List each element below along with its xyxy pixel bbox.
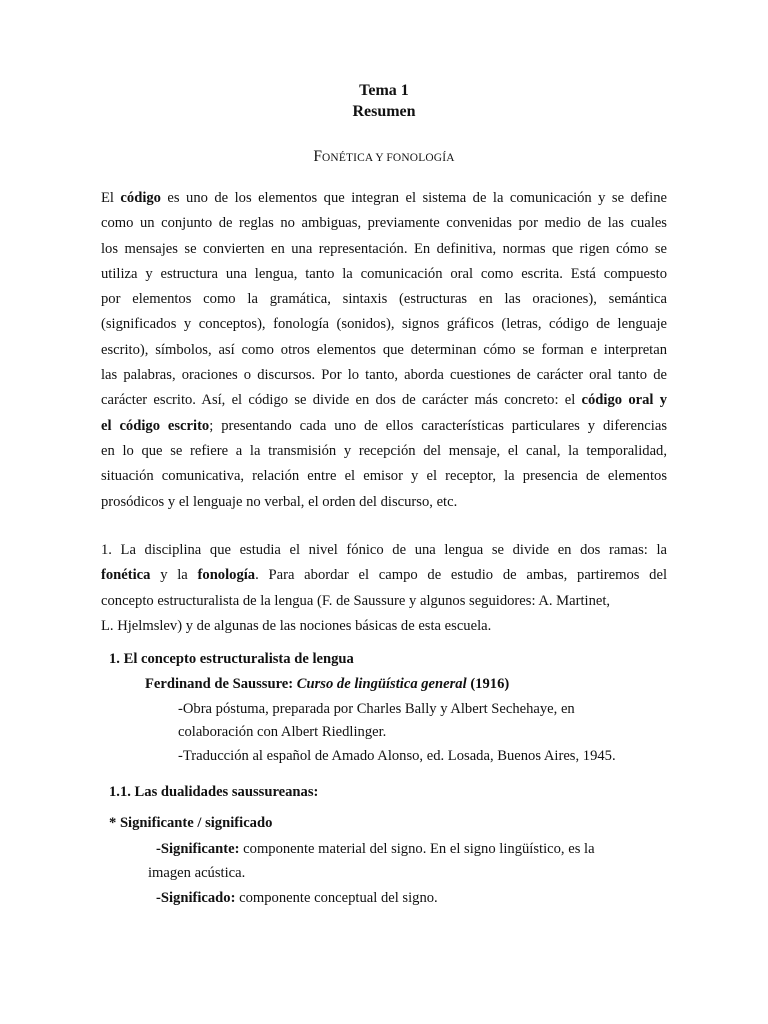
- significado-text: componente conceptual del signo.: [235, 890, 438, 906]
- paragraph-line: [101, 439, 667, 464]
- text-run: como un conjunto de reglas no ambiguas, previamente convenidas por medio de las cuales: [101, 215, 667, 232]
- section-heading: [0, 148, 768, 166]
- text-run: . Para abordar el campo de estudio de ambas, partiremos del: [255, 567, 668, 584]
- bold-term: fonología: [197, 567, 256, 584]
- document-subtitle: Resumen: [352, 103, 416, 120]
- text-run: carácter escrito. Así, el código se divide en dos de carácter más concreto: el: [101, 392, 582, 409]
- bold-term: el código escrito: [101, 417, 210, 434]
- paragraph-line: [101, 287, 667, 312]
- paragraph-line: [101, 589, 667, 614]
- heading-dualidades: 1.1. Las dualidades saussureanas:: [109, 784, 319, 800]
- note-colaboracion: colaboración con Albert Riedlinger.: [178, 724, 387, 740]
- author-label: Ferdinand de Saussure:: [145, 676, 297, 692]
- paragraph-line: [101, 363, 667, 388]
- section-heading-initial: F: [313, 148, 322, 165]
- note-traduccion: -Traducción al español de Amado Alonso, ed. Losada, Buenos Aires, 1945.: [178, 748, 616, 764]
- paragraph-line: [101, 262, 667, 287]
- text-run: 1. La disciplina que estudia el nivel fónico de una lengua se divide en dos ramas: la: [101, 542, 667, 558]
- heading-estructuralista: 1. El concepto estructuralista de lengua: [109, 651, 354, 667]
- paragraph-line: [101, 490, 667, 515]
- saussure-reference: [145, 676, 509, 693]
- bold-term: código oral y: [581, 392, 667, 409]
- work-title: Curso de lingüística general: [296, 676, 467, 692]
- text-run: escrito), símbolos, así como otros elementos que determinan cómo se forman e interpretan: [101, 341, 667, 358]
- note-obra-postuma: -Obra póstuma, preparada por Charles Bally y Albert Sechehaye, en: [178, 701, 575, 717]
- paragraph-line: [101, 614, 667, 639]
- paragraph-line: [101, 338, 667, 363]
- significado-label: -Significado:: [156, 890, 236, 906]
- text-run: utiliza y estructura una lengua, tanto la comunicación oral como escrita. Está compuesto: [101, 265, 667, 282]
- paragraph-line: [101, 538, 667, 563]
- bullet-significante-significado: * Significante / significado: [109, 815, 273, 831]
- text-run: en lo que se refiere a la transmisión y recepción del mensaje, el canal, la temporalidad,: [101, 442, 667, 459]
- definition-significante: [156, 841, 595, 858]
- text-run: (significados y conceptos), fonología (sonidos), signos gráficos (letras, código de lenguaje: [101, 316, 667, 333]
- paragraph-codigo: [101, 186, 667, 515]
- paragraph-line: [101, 211, 667, 236]
- text-run: por elementos como la gramática, sintaxis (estructuras en las oraciones), semántica: [101, 291, 667, 308]
- paragraph-disciplina: [101, 538, 667, 639]
- text-run: los mensajes se convierten en una representación. En definitiva, normas que rigen cómo se: [101, 240, 667, 257]
- text-run: concepto estructuralista de la lengua (F. de Saussure y algunos seguidores: A. Martinet,: [101, 592, 611, 609]
- significante-text: componente material del signo. En el signo lingüístico, es la: [239, 841, 595, 857]
- document-title: Tema 1: [359, 82, 409, 99]
- paragraph-line: [101, 237, 667, 262]
- text-run: es uno de los elementos que integran el sistema de la comunicación y se define: [160, 190, 667, 206]
- text-run: situación comunicativa, relación entre el emisor y el receptor, la presencia de elementos: [101, 468, 667, 485]
- definition-significado: [156, 890, 438, 907]
- bold-term: código: [120, 190, 161, 206]
- definition-significante-cont: imagen acústica.: [148, 865, 246, 881]
- paragraph-line: [101, 563, 667, 588]
- text-run: y la: [150, 567, 198, 584]
- bold-term: fonética: [101, 567, 151, 584]
- paragraph-line: [101, 186, 667, 211]
- paragraph-line: [101, 464, 667, 489]
- text-run: ; presentando cada uno de ellos características particulares y diferencias: [209, 417, 667, 434]
- paragraph-line: [101, 312, 667, 337]
- text-run: prosódicos y el lenguaje no verbal, el orden del discurso, etc.: [101, 493, 458, 510]
- paragraph-line: [101, 414, 667, 439]
- text-run: las palabras, oraciones o discursos. Por lo tanto, aborda cuestiones de carácter oral tanto de: [101, 367, 667, 384]
- section-heading-rest: ONÉTICA Y FONOLOGÍA: [321, 152, 455, 164]
- significante-label: -Significante:: [156, 841, 240, 857]
- paragraph-line: [101, 388, 667, 413]
- text-run: L. Hjelmslev) y de algunas de las nociones básicas de esta escuela.: [101, 617, 492, 634]
- work-year: (1916): [466, 676, 510, 692]
- text-run: El: [101, 190, 121, 206]
